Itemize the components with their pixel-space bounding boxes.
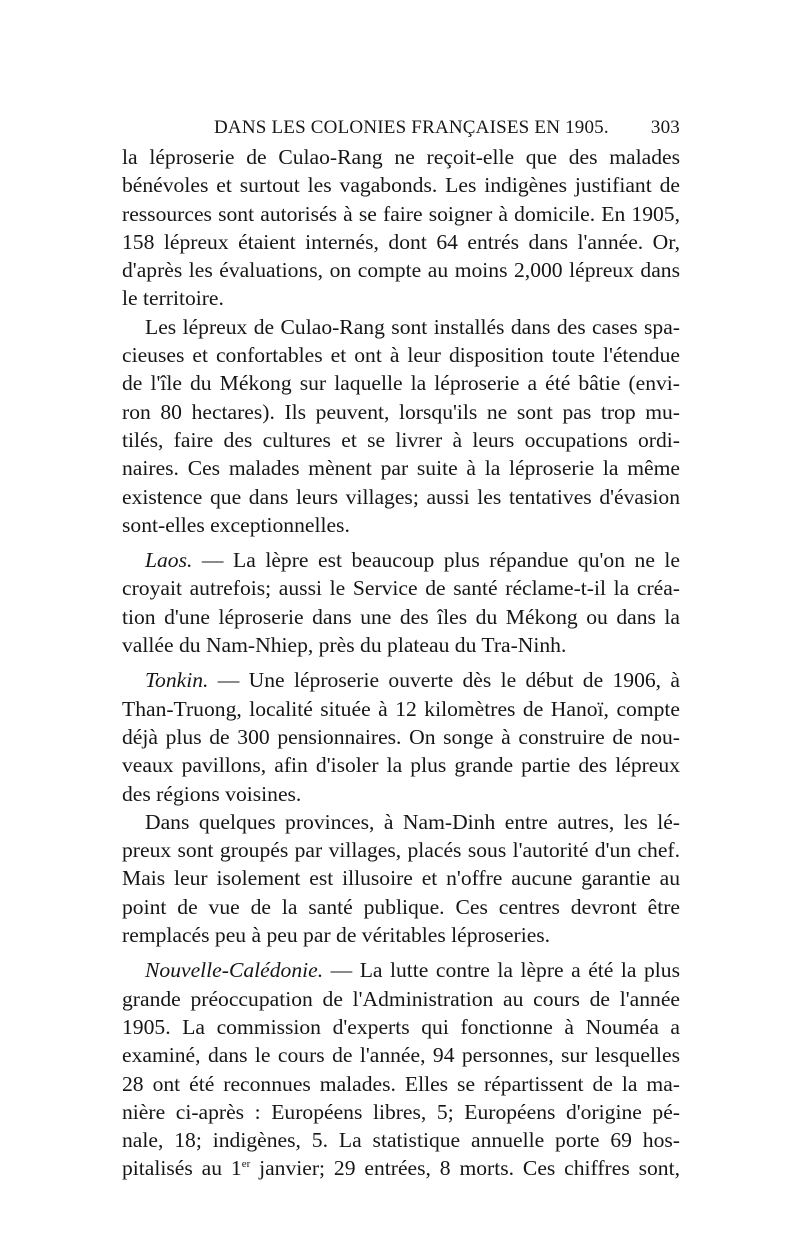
text-line: nale, 18; indigènes, 5. La statistique annuelle porte 69 hos- [122, 1128, 680, 1153]
text-line: vallée du Nam-Nhiep, près du plateau du Tra-Ninh. [122, 633, 567, 658]
text-fragment: — Une léproserie ouverte dès le début de 1906, à [208, 668, 680, 693]
paragraph-laos [122, 546, 680, 659]
text-line: cieuses et confortables et ont à leur disposition toute l'étendue [122, 343, 680, 368]
text-line: examiné, dans le cours de l'année, 94 personnes, sur lesquelles [122, 1043, 680, 1068]
text-fragment: janvier; 29 entrées, 8 morts. Ces chiffres sont, [250, 1156, 680, 1181]
text-line: point de vue de la santé publique. Ces centres devront être [122, 894, 680, 919]
text-line [122, 546, 680, 574]
page-number: 303 [650, 117, 680, 138]
paragraph [122, 808, 680, 949]
paragraph [122, 313, 680, 539]
text-line: des régions voisines. [122, 781, 302, 806]
text-line: croyait autrefois; aussi le Service de santé réclame-t-il la créa- [122, 576, 680, 601]
paragraph-nouvelle-caledonie [122, 956, 680, 1182]
text-line: d'après les évaluations, on compte au moins 2,000 lépreux dans [122, 258, 680, 283]
section-heading-nouvelle-caledonie: Nouvelle-Calédonie. [145, 958, 324, 983]
text-line: 28 ont été reconnues malades. Elles se répartissent de la ma- [122, 1071, 680, 1096]
text-line: preux sont groupés par villages, placés sous l'autorité d'un chef. [122, 838, 680, 863]
text-line: Dans quelques provinces, à Nam-Dinh entre autres, les lé- [145, 809, 680, 834]
paragraph [122, 143, 680, 313]
text-line: nière ci-après : Européens libres, 5; Européens d'origine pé- [122, 1099, 680, 1124]
text-line: tilés, faire des cultures et se livrer à leurs occupations ordi- [122, 427, 680, 452]
text-line: ron 80 hectares). Ils peuvent, lorsqu'ils ne sont pas trop mu- [122, 399, 680, 424]
text-line: tion d'une léproserie dans une des îles du Mékong ou dans la [122, 604, 680, 629]
text-line: veaux pavillons, afin d'isoler la plus grande partie des lépreux [122, 753, 680, 778]
text-line: le territoire. [122, 286, 224, 311]
text-line: déjà plus de 300 pensionnaires. On songe à construire de nou- [122, 724, 680, 749]
text-line [122, 1154, 680, 1182]
text-line [122, 956, 680, 984]
text-line: Mais leur isolement est illusoire et n'offre aucune garantie au [122, 866, 680, 891]
text-fragment: pitalisés au 1 [122, 1156, 242, 1181]
text-fragment: — La lèpre est beaucoup plus répandue qu'on ne le [192, 548, 680, 573]
text-line: bénévoles et surtout les vagabonds. Les indigènes justifiant de [122, 173, 680, 198]
body-text [122, 143, 680, 1183]
ordinal-superscript: er [241, 1158, 251, 1171]
text-line: existence que dans leurs villages; aussi les tentatives d'évasion [122, 484, 680, 509]
running-header [122, 113, 680, 143]
text-line: 1905. La commission d'experts qui fonctionne à Nouméa a [122, 1014, 680, 1039]
text-line: 158 lépreux étaient internés, dont 64 entrés dans l'année. Or, [122, 229, 680, 254]
text-line: grande préoccupation de l'Administration au cours de l'année [122, 986, 680, 1011]
text-line: Les lépreux de Culao-Rang sont installés dans des cases spa- [145, 314, 680, 339]
text-line [122, 666, 680, 694]
text-line: la léproserie de Culao-Rang ne reçoit-elle que des malades [122, 145, 680, 169]
text-line: sont-elles exceptionnelles. [122, 512, 350, 537]
text-fragment: — La lutte contre la lèpre a été la plus [323, 958, 680, 983]
paragraph-tonkin [122, 666, 680, 807]
text-line: Than-Truong, localité située à 12 kilomètres de Hanoï, compte [122, 696, 680, 721]
text-line: naires. Ces malades mènent par suite à la léproserie la même [122, 456, 680, 481]
section-heading-laos: Laos. [145, 548, 193, 573]
text-line: de l'île du Mékong sur laquelle la léproserie a été bâtie (envi- [122, 371, 680, 396]
text-line: ressources sont autorisés à se faire soigner à domicile. En 1905, [122, 201, 680, 226]
running-title: DANS LES COLONIES FRANÇAISES EN 1905. [214, 117, 609, 138]
text-line: remplacés peu à peu par de véritables léproseries. [122, 923, 551, 948]
section-heading-tonkin: Tonkin. [145, 668, 209, 693]
book-page [122, 113, 680, 1183]
